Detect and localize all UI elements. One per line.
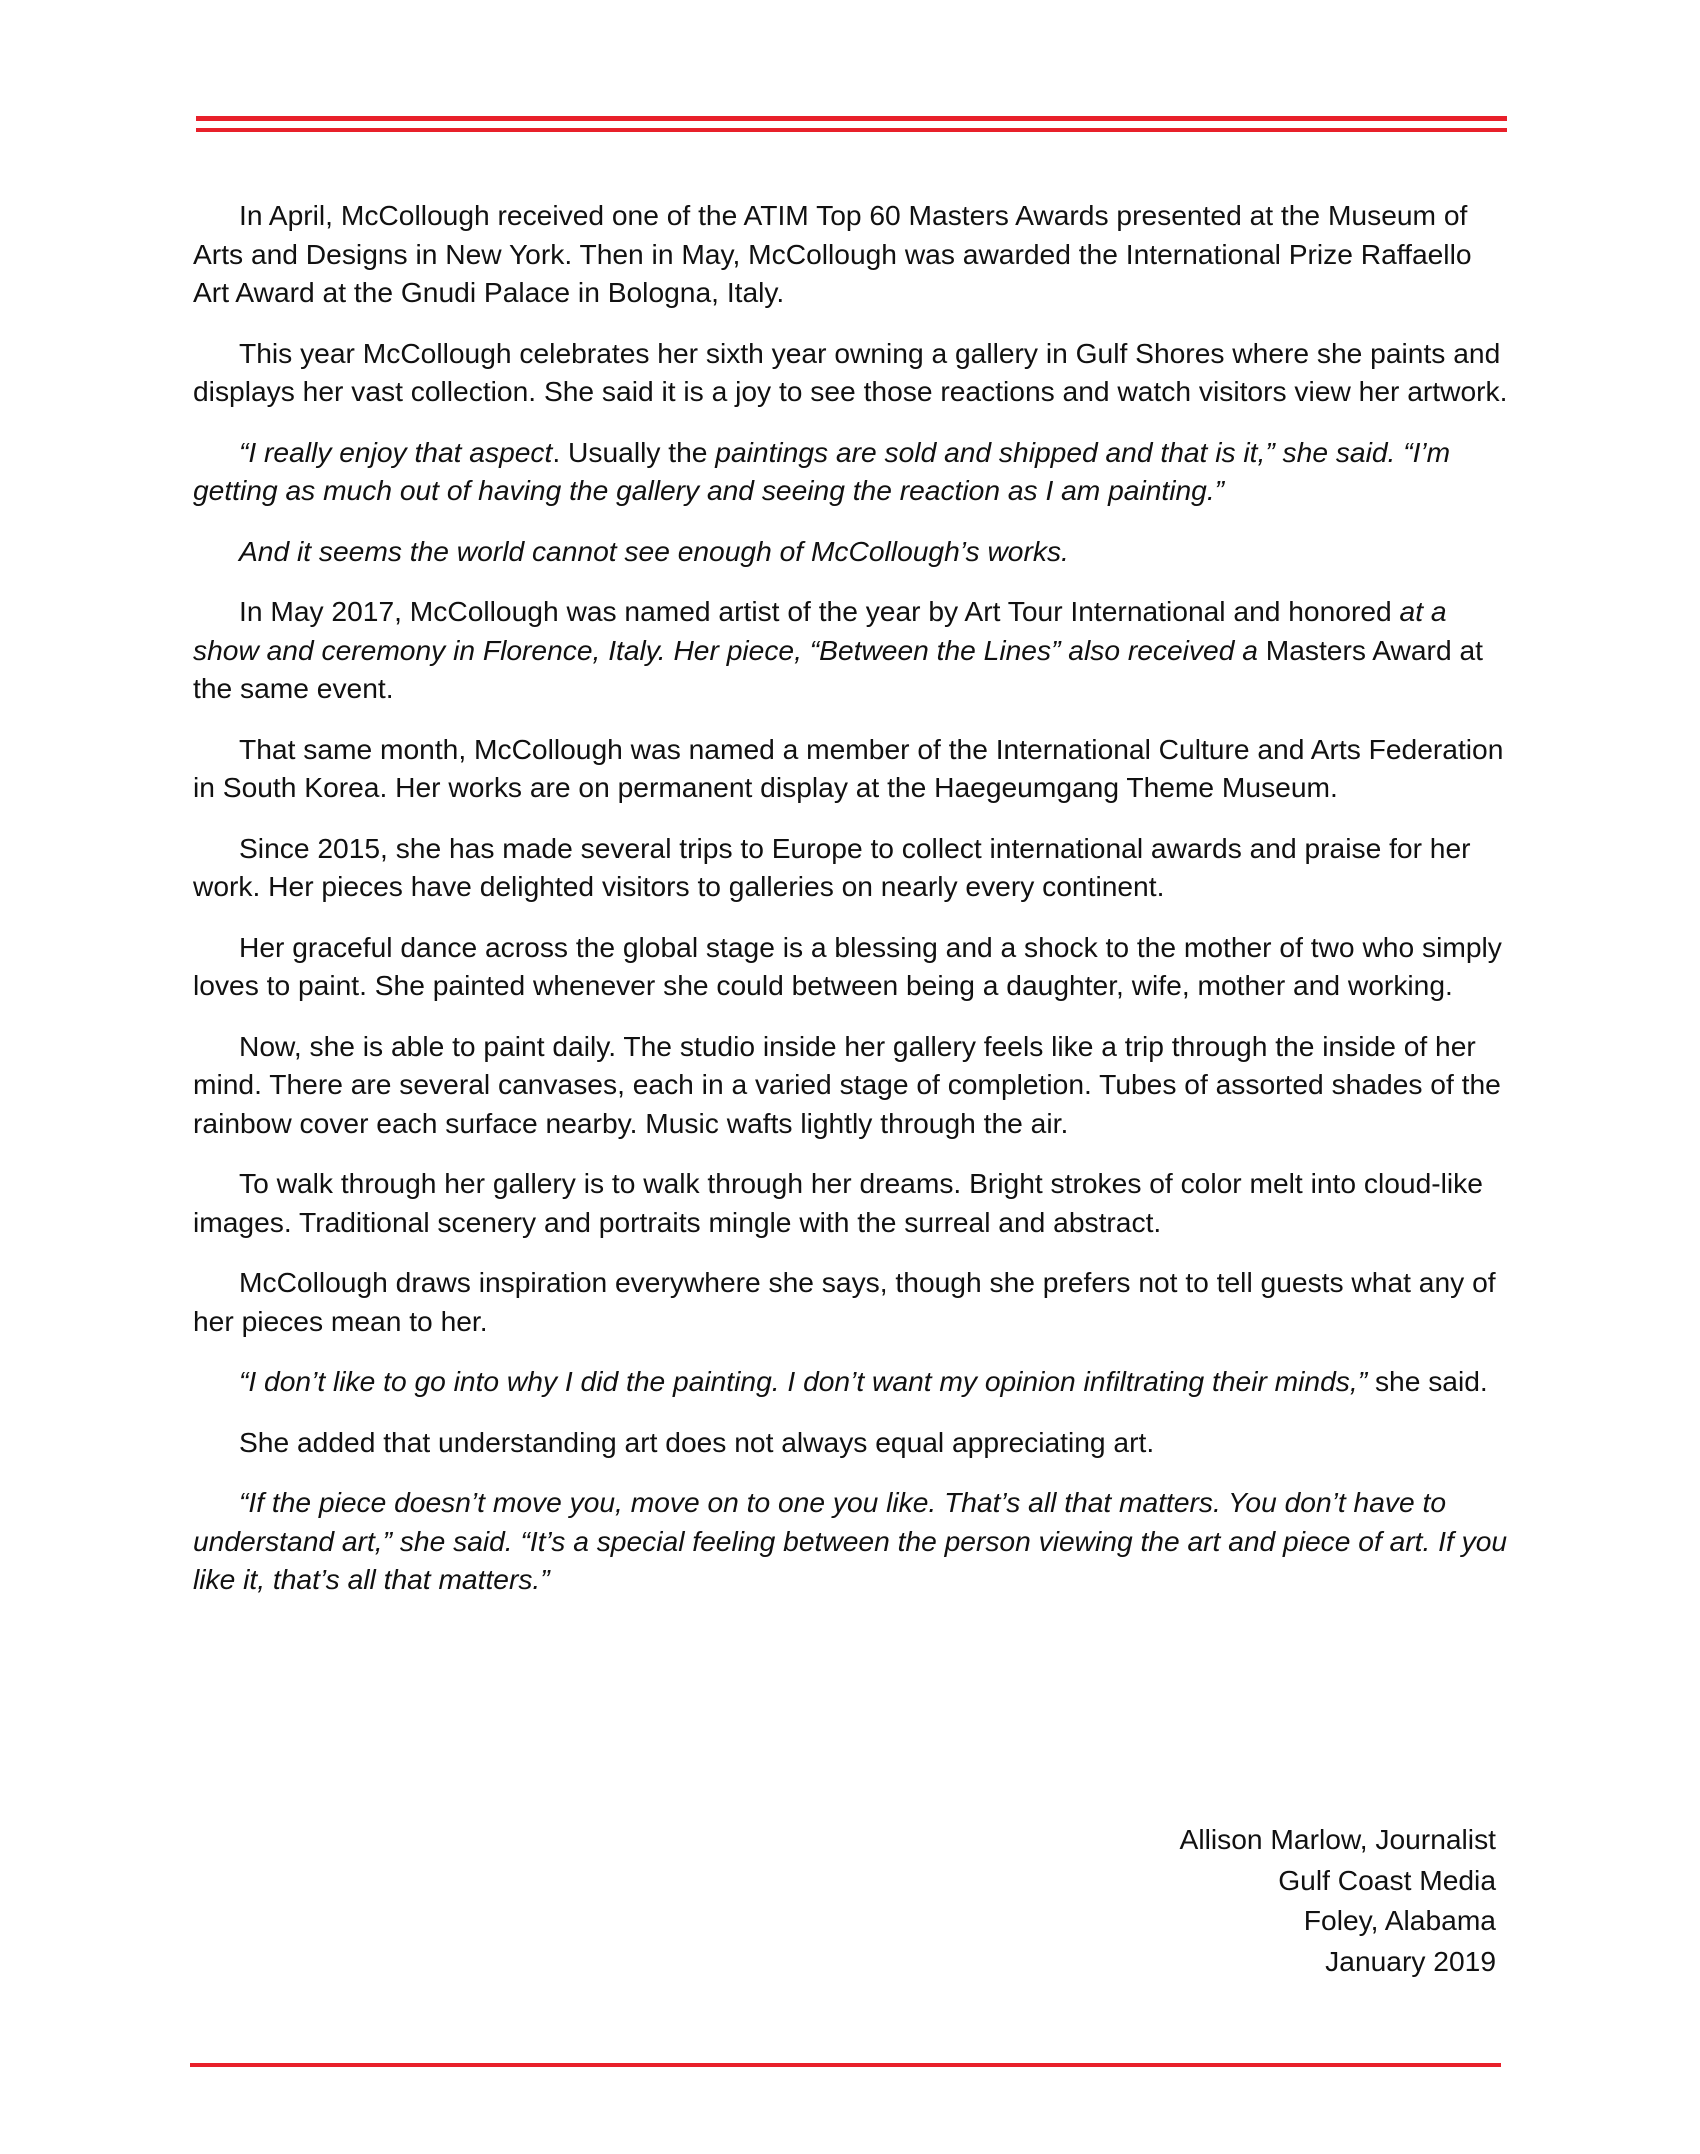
paragraph-text-segment: She added that understanding art does not always equal appreciating art.: [239, 1425, 1155, 1458]
article-paragraph: [193, 1263, 1513, 1340]
paragraph-text-segment: Masters Award at the same event.: [193, 633, 1483, 704]
paragraph-text-segment: And it seems the world cannot see enough of McCollough’s works.: [239, 534, 1069, 567]
paragraph-text-segment: Now, she is able to paint daily. The studio inside her gallery feels like a trip through the inside of her mind. There are several canvases, each in a varied stage of completion. Tubes of assorted shades of the rainbow cover each surface nearby. Music wafts lightly through the air.: [193, 1029, 1501, 1139]
article-paragraph: [193, 1362, 1513, 1401]
paragraph-text-segment: That same month, McCollough was named a member of the International Culture and Arts Federation in South Korea. Her works are on permanent display at the Haegeumgang Theme Museum.: [193, 732, 1504, 803]
article-paragraph: [193, 196, 1513, 312]
paragraph-text-segment: To walk through her gallery is to walk through her dreams. Bright strokes of color melt into cloud-like images. Traditional scenery and portraits mingle with the surreal and abstract.: [193, 1167, 1483, 1238]
paragraph-text-segment: “I don’t like to go into why I did the painting. I don’t want my opinion infiltrating their minds,”: [239, 1365, 1375, 1397]
article-paragraph: [193, 592, 1513, 708]
author-name: Allison Marlow, Journalist: [1179, 1823, 1496, 1855]
bottom-rule: [190, 2063, 1501, 2067]
paragraph-text-segment: paintings are sold and shipped and that is it,” she said. “I’m getting as much out of having the gallery and seeing the reaction as I am painting.”: [193, 435, 1451, 506]
article-paragraph: [193, 334, 1513, 411]
article-paragraph: [193, 829, 1513, 906]
article-paragraph: [193, 433, 1513, 510]
paragraph-text-segment: “If the piece doesn’t move you, move on to one you like. That’s all that matters. You don’t have to understand art,” she said. “It’s a special feeling between the person viewing the art and piece of art. If you like it, that’s all that matters.”: [193, 1486, 1508, 1595]
paragraph-text-segment: “I really enjoy that aspect: [239, 435, 553, 468]
paragraph-text-segment: In April, McCollough received one of the ATIM Top 60 Masters Awards presented at the Museum of Arts and Designs in New York. Then in May, McCollough was awarded the International Prize Raffaello Art Award at the Gnudi Palace in Bologna, Italy.: [193, 199, 1472, 308]
article-paragraph: [193, 1027, 1513, 1143]
paragraph-text-segment: This year McCollough celebrates her sixth year owning a gallery in Gulf Shores where she paints and displays her vast collection. She said it is a joy to see those reactions and watch visitors view her artwork.: [193, 336, 1508, 407]
article-body: [193, 196, 1513, 1621]
paragraph-text-segment: McCollough draws inspiration everywhere she says, though she prefers not to tell guests what any of her pieces mean to her.: [193, 1266, 1496, 1337]
article-paragraph: [193, 928, 1513, 1005]
paragraph-text-segment: at a show and ceremony in Florence, Italy. Her piece, “Between the Lines” also received a: [193, 595, 1447, 666]
article-paragraph: [193, 1483, 1513, 1599]
organization-name: Gulf Coast Media: [1278, 1863, 1496, 1896]
paragraph-text-segment: Her graceful dance across the global stage is a blessing and a shock to the mother of two who simply loves to paint. She painted whenever she could between being a daughter, wife, mother and working.: [193, 930, 1502, 1001]
article-paragraph: [193, 1423, 1513, 1462]
top-rule-upper: [196, 116, 1507, 121]
paragraph-text-segment: Since 2015, she has made several trips to Europe to collect international awards and praise for her work. Her pieces have delighted visitors to galleries on nearly every continent.: [193, 831, 1471, 902]
publication-date: January 2019: [1325, 1944, 1496, 1977]
paragraph-text-segment: she said.: [1374, 1365, 1488, 1397]
article-paragraph: [193, 730, 1513, 807]
paragraph-text-segment: . Usually the: [552, 435, 716, 468]
article-paragraph: [193, 1164, 1513, 1241]
article-paragraph: [193, 532, 1513, 571]
top-rule-lower: [196, 128, 1507, 132]
signature-block: [1180, 1819, 1496, 1981]
paragraph-text-segment: In May 2017, McCollough was named artist of the year by Art Tour International and honored: [239, 595, 1400, 627]
location: Foley, Alabama: [1303, 1904, 1496, 1936]
